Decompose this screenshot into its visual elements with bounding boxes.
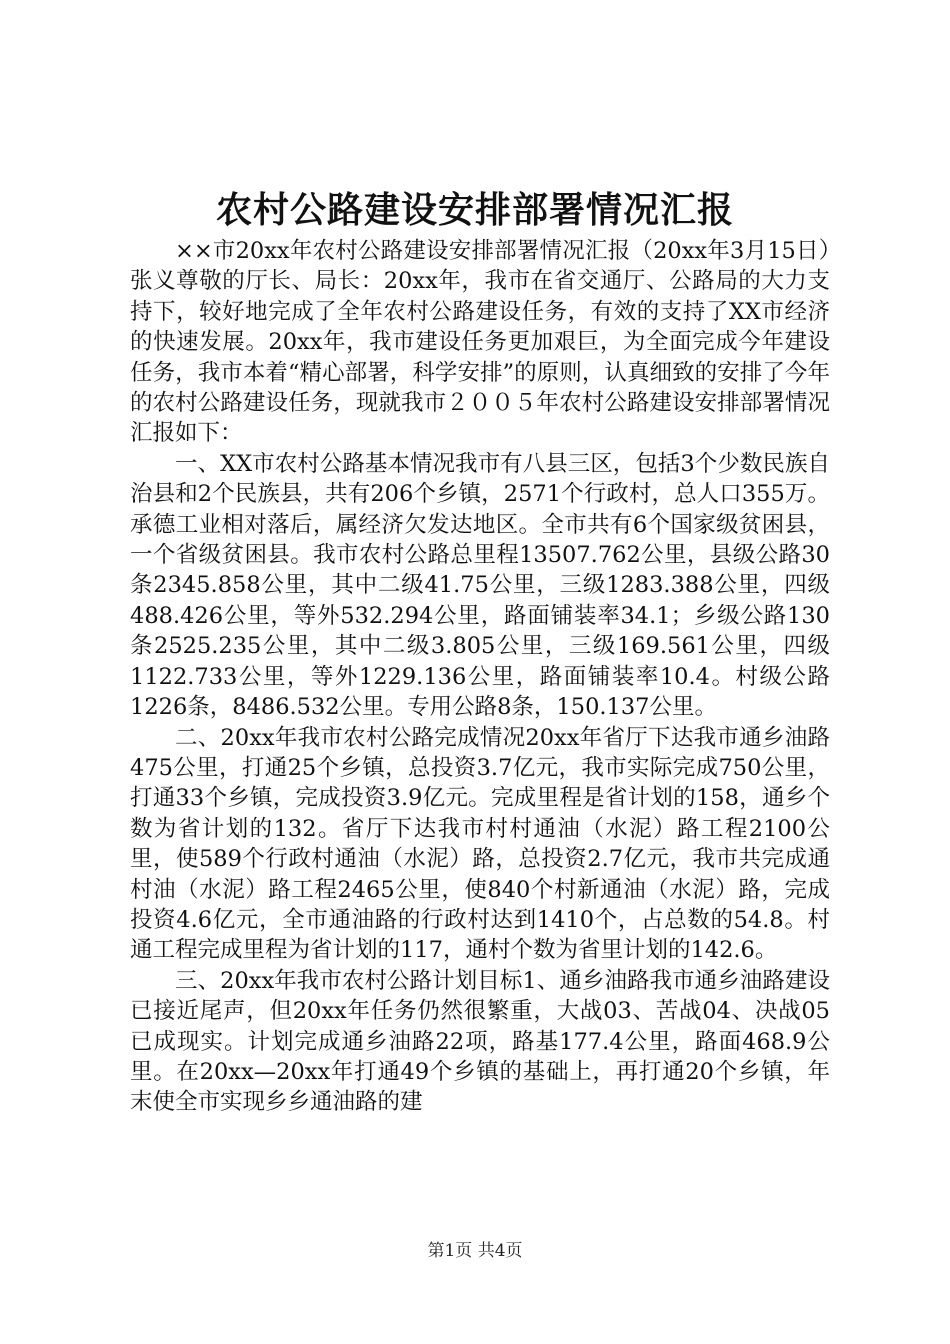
paragraph-intro: ××市20xx年农村公路建设安排部署情况汇报（20xx年3月15日）张义尊敬的厅长、局长：20xx年，我市在省交通厅、公路局的大力支持下，较好地完成了全年农村公路建设任务，有效的支持了XX市经济的快速发展。20xx年，我市建设任务更加艰巨，为全面完成今年建设任务，我市本着“精心部署，科学安排”的原则，认真细致的安排了今年的农村公路建设任务，现就我市２００５年农村公路建设安排部署情况汇报如下：	[130, 238, 830, 447]
paragraph-section-3: 三、20xx年我市农村公路计划目标1、通乡油路我市通乡油路建设已接近尾声，但20xx年任务仍然很繁重，大战03、苦战04、决战05已成现实。计划完成通乡油路22项，路基177.4公里，路面468.9公里。在20xx—20xx年打通49个乡镇的基础上，再打通20个乡镇，年末使全市实现乡乡通油路的建	[130, 967, 830, 1116]
page-number: 第1页 共4页	[427, 1241, 523, 1261]
paragraph-section-1: 一、XX市农村公路基本情况我市有八县三区，包括3个少数民族自治县和2个民族县，共有206个乡镇，2571个行政村，总人口355万。承德工业相对落后，属经济欠发达地区。全市共有6个国家级贫困县，一个省级贫困县。我市农村公路总里程13507.762公里，县级公路30条2345.858公里，其中二级41.75公里，三级1283.388公里，四级488.426公里，等外532.294公里，路面铺装率34.1；乡级公路130条2525.235公里，其中二级3.805公里，三级169.561公里，四级1122.733公里，等外1229.136公里，路面铺装率10.4。村级公路1226条，8486.532公里。专用公路8条，150.137公里。	[130, 450, 830, 721]
paragraph-section-2: 二、20xx年我市农村公路完成情况20xx年省厅下达我市通乡油路475公里，打通25个乡镇，总投资3.7亿元，我市实际完成750公里，打通33个乡镇，完成投资3.9亿元。完成里程是省计划的158，通乡个数为省计划的132。省厅下达我市村村通油（水泥）路工程2100公里，使589个行政村通油（水泥）路，总投资2.7亿元，我市共完成通村油（水泥）路工程2465公里，使840个村新通油（水泥）路，完成投资4.6亿元，全市通油路的行政村达到1410个，占总数的54.8。村通工程完成里程为省计划的117，通村个数为省里计划的142.6。	[130, 724, 830, 964]
document-title: 农村公路建设安排部署情况汇报	[215, 189, 734, 231]
document-body	[130, 236, 830, 1118]
page-footer	[0, 1240, 950, 1262]
